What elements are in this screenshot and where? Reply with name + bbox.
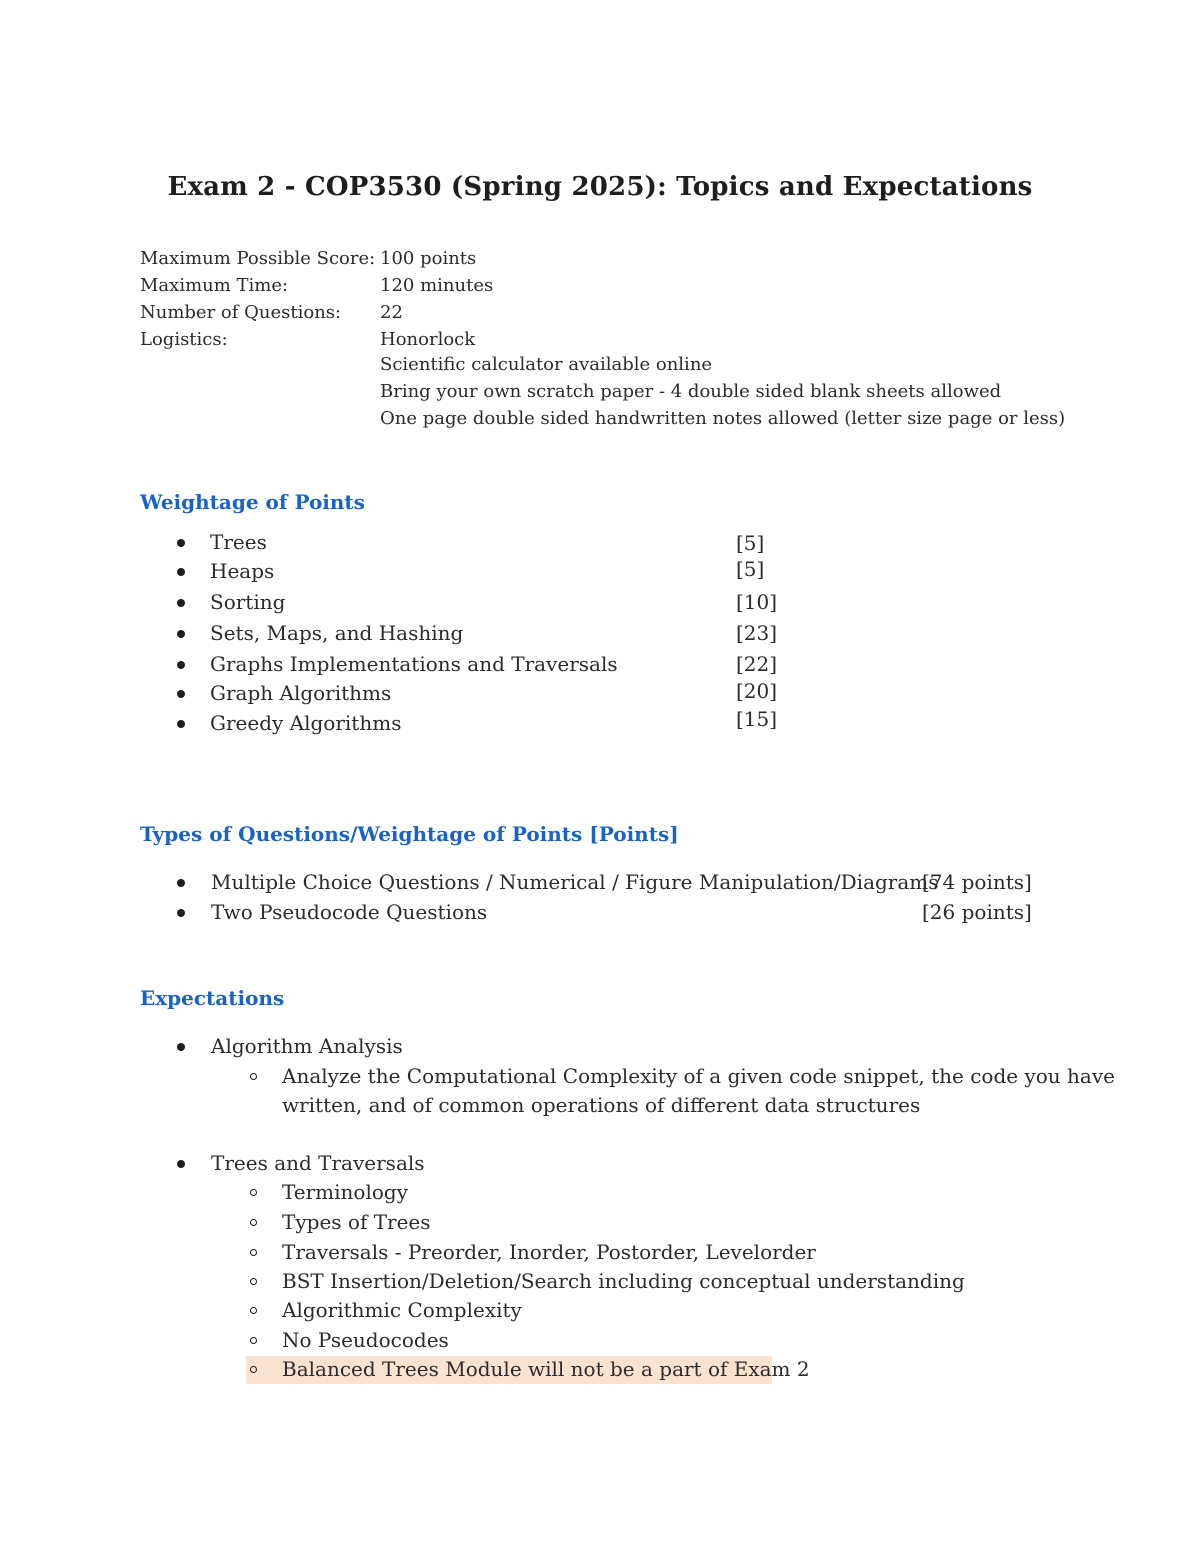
weightage-points-graph-algorithms: [20] (736, 679, 778, 703)
bullet-icon (177, 599, 185, 607)
weightage-topic-heaps: Heaps (210, 559, 275, 583)
expectation-subitem: No Pseudocodes (282, 1328, 449, 1352)
weightage-topic-hashing: Sets, Maps, and Hashing (210, 621, 464, 645)
weightage-topic-trees: Trees (210, 530, 267, 554)
expectation-subitem: Traversals - Preorder, Inorder, Postorder, Levelorder (282, 1240, 816, 1264)
question-type-mcq: Multiple Choice Questions / Numerical / Figure Manipulation/Diagrams (211, 870, 939, 894)
bullet-icon (177, 909, 185, 917)
max-score-label: Maximum Possible Score: (140, 248, 376, 269)
bullet-icon (177, 690, 185, 698)
bullet-icon (177, 568, 185, 576)
weightage-topic-graphs: Graphs Implementations and Traversals (210, 652, 618, 676)
logistics-value-2: Scientific calculator available online (380, 354, 713, 375)
question-type-mcq-points: [74 points] (922, 870, 1032, 894)
circle-bullet-icon (250, 1307, 257, 1314)
logistics-value-1: Honorlock (380, 329, 476, 350)
expectation-subitem-continued: written, and of common operations of different data structures (282, 1093, 921, 1117)
circle-bullet-icon (250, 1337, 257, 1344)
bullet-icon (177, 1043, 185, 1051)
expectation-subitem: Types of Trees (282, 1210, 431, 1234)
bullet-icon (177, 630, 185, 638)
bullet-icon (177, 879, 185, 887)
question-type-pseudocode: Two Pseudocode Questions (211, 900, 488, 924)
weightage-points-greedy: [15] (736, 707, 778, 731)
max-time-label: Maximum Time: (140, 275, 289, 296)
weightage-topic-graph-algorithms: Graph Algorithms (210, 681, 392, 705)
bullet-icon (177, 539, 185, 547)
max-time-value: 120 minutes (380, 275, 494, 296)
expectation-subitem: Terminology (282, 1180, 409, 1204)
question-type-pseudocode-points: [26 points] (922, 900, 1032, 924)
expectation-subitem: BST Insertion/Deletion/Search including conceptual understanding (282, 1269, 965, 1293)
weightage-points-sorting: [10] (736, 590, 778, 614)
logistics-label: Logistics: (140, 329, 228, 350)
question-types-heading: Types of Questions/Weightage of Points [Points] (140, 822, 679, 846)
circle-bullet-icon (250, 1219, 257, 1226)
expectation-subitem-highlighted: Balanced Trees Module will not be a part of Exam 2 (282, 1357, 810, 1381)
circle-bullet-icon (250, 1249, 257, 1256)
weightage-points-trees: [5] (736, 531, 765, 555)
page-title: Exam 2 - COP3530 (Spring 2025): Topics and Expectations (167, 172, 1033, 202)
weightage-points-graphs: [22] (736, 652, 778, 676)
expectation-subitem: Algorithmic Complexity (282, 1298, 522, 1322)
num-questions-value: 22 (380, 302, 403, 323)
circle-bullet-icon (250, 1189, 257, 1196)
num-questions-label: Number of Questions: (140, 302, 342, 323)
expectation-topic-trees: Trees and Traversals (211, 1151, 425, 1175)
weightage-heading: Weightage of Points (140, 490, 365, 514)
expectation-topic-algorithm-analysis: Algorithm Analysis (211, 1034, 403, 1058)
logistics-value-4: One page double sided handwritten notes allowed (letter size page or less) (380, 408, 1066, 429)
circle-bullet-icon (250, 1366, 257, 1373)
bullet-icon (177, 661, 185, 669)
bullet-icon (177, 1160, 185, 1168)
weightage-points-hashing: [23] (736, 621, 778, 645)
expectation-subitem: Analyze the Computational Complexity of a given code snippet, the code you have (282, 1064, 1115, 1088)
circle-bullet-icon (250, 1073, 257, 1080)
bullet-icon (177, 720, 185, 728)
max-score-value: 100 points (380, 248, 477, 269)
weightage-points-heaps: [5] (736, 557, 765, 581)
circle-bullet-icon (250, 1278, 257, 1285)
weightage-topic-sorting: Sorting (210, 590, 286, 614)
expectations-heading: Expectations (140, 986, 285, 1010)
logistics-value-3: Bring your own scratch paper - 4 double sided blank sheets allowed (380, 381, 1002, 402)
weightage-topic-greedy: Greedy Algorithms (210, 711, 402, 735)
